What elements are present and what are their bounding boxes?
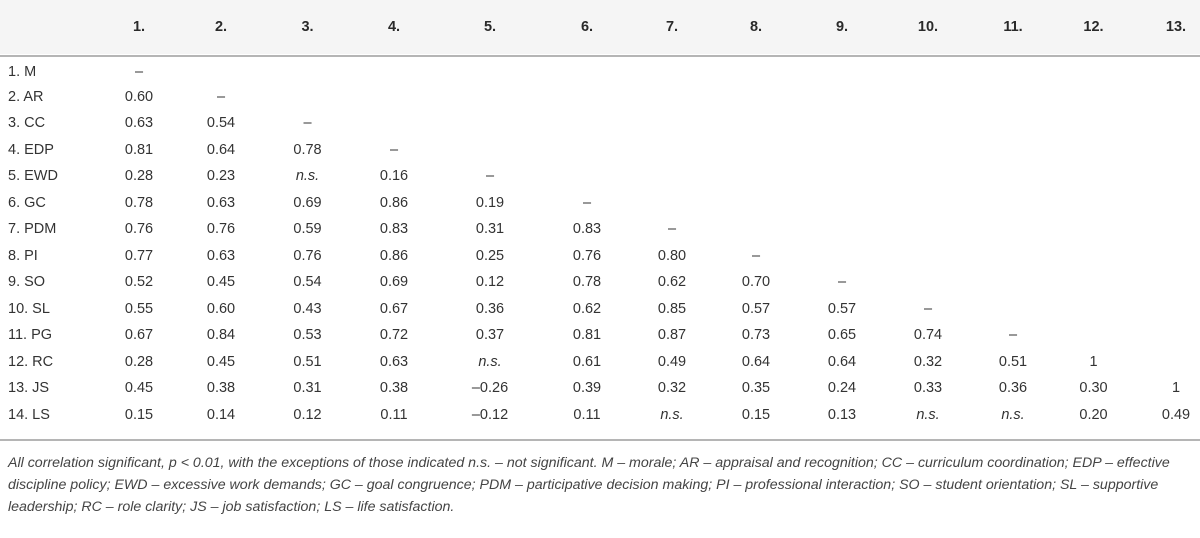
table-cell: 0.83 [379, 221, 409, 238]
table-cell [1055, 296, 1132, 323]
table-cell: 0.12 [293, 406, 322, 423]
table-cell: 0.63 [124, 115, 154, 132]
row-label: 8. PI [8, 247, 38, 264]
table-cell [713, 137, 799, 164]
table-cell [885, 243, 971, 270]
table-row [0, 84, 1200, 111]
table-cell [1055, 137, 1132, 164]
table-cell [543, 163, 631, 190]
column-header: 10. [917, 19, 939, 35]
table-cell: – [389, 141, 399, 158]
table-cell: 0.60 [206, 300, 236, 317]
table-cell: 0.25 [475, 247, 505, 264]
table-header-row [0, 0, 1200, 57]
row-label: 9. SO [8, 274, 46, 291]
row-label: 6. GC [8, 194, 46, 211]
table-row [0, 375, 1200, 402]
table-cell: – [134, 63, 144, 80]
table-cell: 0.49 [657, 353, 687, 370]
table-cell [437, 84, 543, 111]
table-cell: 0.80 [657, 247, 687, 264]
table-cell [799, 190, 885, 217]
table-row [0, 163, 1200, 190]
table-cell [971, 163, 1055, 190]
table-cell [799, 163, 885, 190]
table-cell [1132, 137, 1200, 164]
table-cell: 0.39 [572, 380, 602, 397]
table-cell [1055, 84, 1132, 111]
table-cell [1055, 57, 1132, 84]
table-cell [351, 84, 437, 111]
table-row [0, 137, 1200, 164]
table-cell: 0.35 [741, 380, 771, 397]
table-cell [351, 57, 437, 84]
table-cell: 0.72 [379, 327, 409, 344]
table-cell [971, 216, 1055, 243]
table-cell: n.s. [478, 353, 502, 370]
table-cell: 0.31 [293, 380, 322, 397]
table-cell [437, 57, 543, 84]
table-cell: 0.76 [124, 221, 154, 238]
table-cell: 0.13 [827, 406, 857, 423]
table-cell: 0.11 [380, 406, 408, 423]
table-cell [178, 57, 264, 84]
table-cell: 0.64 [827, 353, 857, 370]
table-cell: 0.57 [741, 300, 771, 317]
table-cell: 0.14 [206, 406, 236, 423]
column-header: 2. [214, 19, 228, 35]
table-cell [885, 269, 971, 296]
row-label: 7. PDM [8, 221, 57, 238]
table-cell: 0.78 [124, 194, 154, 211]
row-label: 10. SL [8, 300, 50, 317]
column-header-blank [0, 0, 100, 57]
table-cell: 0.37 [475, 327, 505, 344]
table-cell: 0.70 [741, 274, 771, 291]
table-cell [1055, 190, 1132, 217]
table-cell [631, 137, 713, 164]
row-label: 14. LS [8, 406, 50, 423]
table-cell: 0.49 [1161, 406, 1191, 423]
table-cell [543, 110, 631, 137]
column-header: 12. [1083, 19, 1104, 35]
table-row [0, 296, 1200, 323]
table-cell [799, 110, 885, 137]
column-header: 11. [1003, 19, 1023, 35]
table-cell: 0.69 [293, 194, 322, 211]
column-header: 9. [835, 19, 849, 35]
table-cell: 0.86 [379, 247, 409, 264]
table-cell: 0.16 [379, 168, 409, 185]
table-cell: 0.28 [124, 168, 154, 185]
table-cell: 0.67 [124, 327, 154, 344]
row-label: 2. AR [8, 88, 44, 105]
table-cell [971, 137, 1055, 164]
table-cell [1132, 269, 1200, 296]
table-cell: 0.73 [741, 327, 771, 344]
table-cell: 0.15 [741, 406, 771, 423]
table-cell [1132, 163, 1200, 190]
table-cell: –0.12 [471, 406, 509, 423]
table-cell [437, 110, 543, 137]
table-cell: 0.19 [475, 194, 505, 211]
table-footnote: All correlation significant, p < 0.01, with the exceptions of those indicated n.s. – not significant. M – morale; AR – appraisal and recognition; CC – curriculum coordination; EDP – effective discipline policy; EWD – excessive work demands; GC – goal congruence; PDM – participative decision making; PI – professional interaction; SO – student orientation; SL – supportive leadership; RC – role clarity; JS – job satisfaction; LS – life satisfaction. [8, 455, 1170, 515]
table-cell: 0.62 [572, 300, 602, 317]
table-cell: – [582, 194, 592, 211]
table-cell: 0.55 [124, 300, 154, 317]
table-cell [885, 216, 971, 243]
table-row [0, 216, 1200, 243]
table-cell [437, 137, 543, 164]
table-cell [1132, 190, 1200, 217]
table-cell: n.s. [295, 168, 320, 185]
row-label: 3. CC [8, 115, 46, 132]
table-cell [799, 243, 885, 270]
footer-rule [0, 439, 1200, 441]
row-label: 12. RC [8, 353, 54, 370]
row-label: 13. JS [8, 380, 50, 397]
table-cell: 0.36 [475, 300, 505, 317]
table-cell: 0.57 [827, 300, 857, 317]
table-cell: 0.76 [293, 247, 322, 264]
column-header: 3. [301, 19, 314, 35]
table-row [0, 190, 1200, 217]
table-cell [971, 190, 1055, 217]
table-cell: – [667, 221, 677, 238]
table-cell: – [751, 247, 761, 264]
table-cell [631, 57, 713, 84]
table-cell: 0.67 [379, 300, 409, 317]
table-cell [1132, 243, 1200, 270]
row-label: 11. PG [8, 327, 53, 344]
table-cell: 0.61 [572, 353, 602, 370]
column-header: 7. [665, 19, 679, 35]
table-cell [264, 57, 351, 84]
table-cell: n.s. [660, 406, 684, 423]
table-cell: 0.51 [293, 353, 322, 370]
table-cell: 0.53 [293, 327, 322, 344]
table-cell [543, 137, 631, 164]
table-cell: 0.15 [124, 406, 154, 423]
table-cell: 0.36 [998, 380, 1028, 397]
table-cell: 0.76 [206, 221, 236, 238]
table-cell: – [837, 274, 847, 291]
table-row [0, 110, 1200, 137]
table-cell [631, 190, 713, 217]
table-cell [1055, 243, 1132, 270]
table-cell: n.s. [916, 406, 940, 423]
table-cell [971, 243, 1055, 270]
table-cell [543, 84, 631, 111]
table-cell: 0.69 [379, 274, 409, 291]
table-cell: 0.84 [206, 327, 236, 344]
table-cell: 0.31 [475, 221, 505, 238]
table-cell: 0.24 [827, 380, 857, 397]
column-header: 8. [749, 19, 763, 35]
table-cell: 0.86 [379, 194, 409, 211]
column-header: 5. [483, 19, 497, 35]
table-cell: 0.52 [124, 274, 154, 291]
table-cell [351, 110, 437, 137]
table-cell [631, 110, 713, 137]
table-cell [713, 163, 799, 190]
table-cell: 0.12 [475, 274, 505, 291]
table-cell: 1 [1089, 353, 1098, 370]
table-cell [885, 110, 971, 137]
table-cell: 0.51 [998, 353, 1028, 370]
table-cell: 0.33 [913, 380, 943, 397]
table-cell: 0.38 [206, 380, 236, 397]
table-cell: 0.81 [572, 327, 602, 344]
table-cell: 0.20 [1079, 406, 1108, 423]
table-cell: 0.54 [206, 115, 236, 132]
table-cell [1055, 322, 1132, 349]
table-cell: 0.78 [572, 274, 602, 291]
table-cell: 0.77 [124, 247, 154, 264]
table-cell: 0.11 [573, 406, 601, 423]
table-row [0, 349, 1200, 376]
table-cell: 0.45 [206, 274, 236, 291]
column-header: 13. [1165, 19, 1187, 35]
table-cell: 0.43 [293, 300, 322, 317]
table-cell [971, 269, 1055, 296]
table-cell: – [1008, 327, 1018, 344]
table-cell [885, 57, 971, 84]
table-cell: 0.23 [206, 168, 236, 185]
table-cell: 0.76 [572, 247, 602, 264]
table-cell: – [923, 300, 933, 317]
table-cell [713, 190, 799, 217]
table-row [0, 322, 1200, 349]
table-row [0, 57, 1200, 84]
table-cell: –0.26 [471, 380, 509, 397]
table-cell: 0.60 [124, 88, 154, 105]
table-cell: n.s. [1001, 406, 1025, 423]
table-cell [885, 163, 971, 190]
table-cell [799, 84, 885, 111]
table-cell [713, 216, 799, 243]
table-cell [1055, 163, 1132, 190]
table-cell [1055, 110, 1132, 137]
table-cell [713, 84, 799, 111]
table-cell [971, 57, 1055, 84]
table-cell [713, 57, 799, 84]
table-cell: 0.59 [293, 221, 322, 238]
table-cell [1055, 216, 1132, 243]
table-cell: 0.83 [572, 221, 602, 238]
row-label: 4. EDP [8, 141, 54, 158]
table-cell [543, 57, 631, 84]
table-cell: 1 [1171, 380, 1181, 397]
table-cell [885, 190, 971, 217]
table-cell [885, 137, 971, 164]
table-cell: 0.74 [913, 327, 943, 344]
table-cell [971, 296, 1055, 323]
table-cell [1055, 269, 1132, 296]
table-cell: 0.32 [657, 380, 687, 397]
table-cell: 0.32 [913, 353, 943, 370]
table-cell [631, 163, 713, 190]
table-cell [631, 84, 713, 111]
table-row [0, 269, 1200, 296]
table-cell: – [216, 88, 226, 105]
table-cell: 0.63 [206, 247, 236, 264]
table-cell [1132, 349, 1200, 376]
table-cell [799, 57, 885, 84]
table-cell [1132, 216, 1200, 243]
table-cell [1132, 84, 1200, 111]
table-cell [1132, 57, 1200, 84]
column-header: 1. [132, 19, 146, 35]
table-cell [713, 110, 799, 137]
table-cell [264, 84, 351, 111]
table-cell [1132, 110, 1200, 137]
table-cell: – [485, 168, 495, 185]
row-label: 1. M [8, 63, 37, 80]
table-cell: 0.28 [124, 353, 154, 370]
table-cell [885, 84, 971, 111]
column-header: 4. [387, 19, 401, 35]
table-cell: 0.30 [1079, 380, 1108, 397]
table-cell: 0.63 [379, 353, 409, 370]
table-cell [799, 216, 885, 243]
table-cell: 0.63 [206, 194, 236, 211]
table-cell: 0.45 [206, 353, 236, 370]
table-cell: 0.45 [124, 380, 154, 397]
table-cell: 0.38 [379, 380, 409, 397]
table-cell [1132, 322, 1200, 349]
table-row [0, 402, 1200, 429]
table-cell: 0.65 [827, 327, 857, 344]
table-cell: – [303, 115, 312, 132]
table-cell [799, 137, 885, 164]
table-cell [971, 84, 1055, 111]
table-cell [1132, 296, 1200, 323]
column-header: 6. [580, 19, 594, 35]
table-row [0, 243, 1200, 270]
table-cell: 0.54 [293, 274, 322, 291]
table-cell: 0.81 [124, 141, 154, 158]
table-cell: 0.87 [657, 327, 687, 344]
table-cell: 0.64 [206, 141, 236, 158]
table-cell: 0.78 [293, 141, 322, 158]
table-cell: 0.64 [741, 353, 771, 370]
table-cell: 0.62 [657, 274, 687, 291]
table-cell: 0.85 [657, 300, 687, 317]
table-cell [971, 110, 1055, 137]
row-label: 5. EWD [8, 168, 58, 185]
table-body [0, 57, 1200, 428]
